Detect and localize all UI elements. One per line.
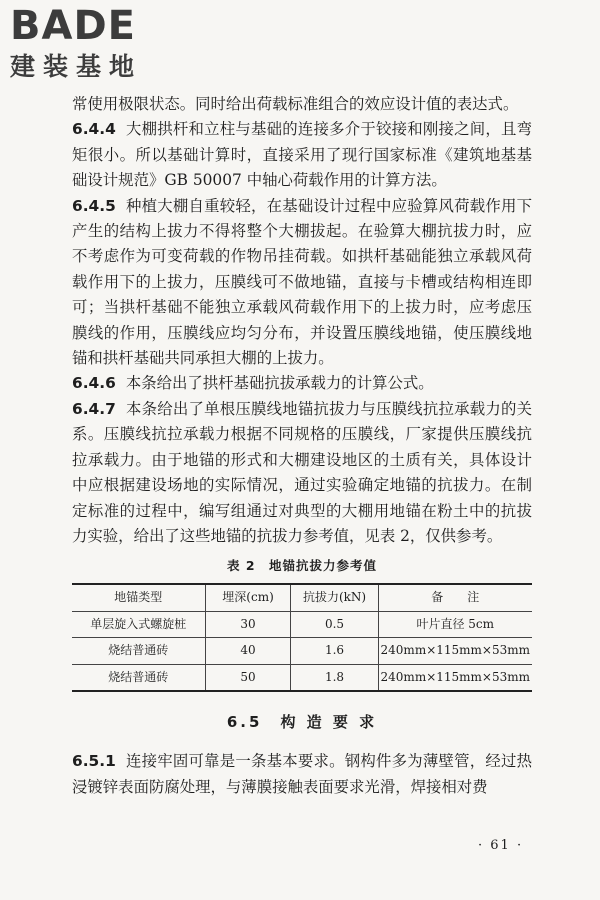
clause-6-4-7 <box>72 397 532 549</box>
clause-number: 6.4.6 <box>72 374 116 393</box>
header-anchor-type: 地锚类型 <box>72 584 205 611</box>
header-pullout: 抗拔力(kN) <box>291 584 378 611</box>
header-depth: 埋深(cm) <box>205 584 291 611</box>
clause-6-4-6 <box>72 371 532 396</box>
clause-6-4-5 <box>72 194 532 372</box>
page-number: · 61 · <box>478 838 524 853</box>
section-heading: 6.5 构 造 要 求 <box>226 712 378 731</box>
table-row <box>72 638 532 664</box>
clause-text: 种植大棚自重较轻，在基础设计过程中应验算风荷载作用下产生的结构上拔力不得将整个大棚拔起。在验算大棚抗拔力时，应不考虑作为可变荷载的作物吊挂荷载。如拱杆基础能独立承载风荷载作用下的上拔力，压膜线可不做地锚，直接与卡槽或结构相连即可；当拱杆基础不能独立承载风荷载作用下的上拔力时，应考虑压膜线的作用，压膜线应均匀分布，并设置压膜线地锚，使压膜线地锚和拱杆基础共同承担大棚的上拔力。 <box>72 196 532 368</box>
cell-depth: 50 <box>205 664 291 691</box>
clause-text: 本条给出了单根压膜线地锚抗拔力与压膜线抗拉承载力的关系。压膜线抗拉承载力根据不同规格的压膜线，厂家提供压膜线抗拉承载力。由于地锚的形式和大棚建设地区的土质有关，具体设计中应根据建设场地的实际情况，通过实验确定地锚的抗拔力。在制定标准的过程中，编写组通过对典型的大棚用地锚在粉土中的抗拔力实验，给出了这些地锚的抗拔力参考值，见表 2，仅供参考。 <box>72 399 532 545</box>
page-content <box>72 92 532 800</box>
cell-pullout: 0.5 <box>291 611 378 637</box>
header-remarks: 备 注 <box>378 584 532 611</box>
table-row <box>72 664 532 691</box>
cell-remarks: 240mm×115mm×53mm <box>378 664 532 691</box>
logo-wordmark: BADE <box>10 3 136 49</box>
paragraph-continued <box>72 92 532 117</box>
clause-text: 连接牢固可靠是一条基本要求。钢构件多为薄壁管，经过热浸镀锌表面防腐处理，与薄膜接触表面要求光滑，焊接相对费 <box>72 752 532 796</box>
cell-remarks: 叶片直径 5cm <box>378 611 532 637</box>
logo <box>10 4 142 82</box>
paragraph-text: 常使用极限状态。同时给出荷载标准组合的效应设计值的表达式。 <box>72 95 519 113</box>
cell-depth: 40 <box>205 638 291 664</box>
cell-depth: 30 <box>205 611 291 637</box>
table-row <box>72 611 532 637</box>
cell-anchor-type: 单层旋入式螺旋桩 <box>72 611 205 637</box>
clause-number: 6.4.7 <box>72 399 116 418</box>
clause-6-5-1 <box>72 749 532 800</box>
clause-number: 6.4.4 <box>72 120 116 139</box>
cell-anchor-type: 烧结普通砖 <box>72 664 205 691</box>
clause-number: 6.5.1 <box>72 752 116 771</box>
cell-pullout: 1.8 <box>291 664 378 691</box>
clause-text: 大棚拱杆和立柱与基础的连接多介于铰接和刚接之间，且弯矩很小。所以基础计算时，直接采用了现行国家标准《建筑地基基础设计规范》GB 50007 中轴心荷载作用的计算方法。 <box>72 120 532 190</box>
logo-subtitle: 建装基地 <box>10 52 143 81</box>
anchor-pullout-table <box>72 583 532 692</box>
clause-number: 6.4.5 <box>72 196 116 215</box>
cell-anchor-type: 烧结普通砖 <box>72 638 205 664</box>
table-title: 表 2 地锚抗拔力参考值 <box>226 558 378 574</box>
clause-6-4-4 <box>72 117 532 193</box>
clause-text: 本条给出了拱杆基础抗拔承载力的计算公式。 <box>125 374 434 393</box>
cell-remarks: 240mm×115mm×53mm <box>378 638 532 664</box>
cell-pullout: 1.6 <box>291 638 378 664</box>
table-header-row <box>72 584 532 611</box>
